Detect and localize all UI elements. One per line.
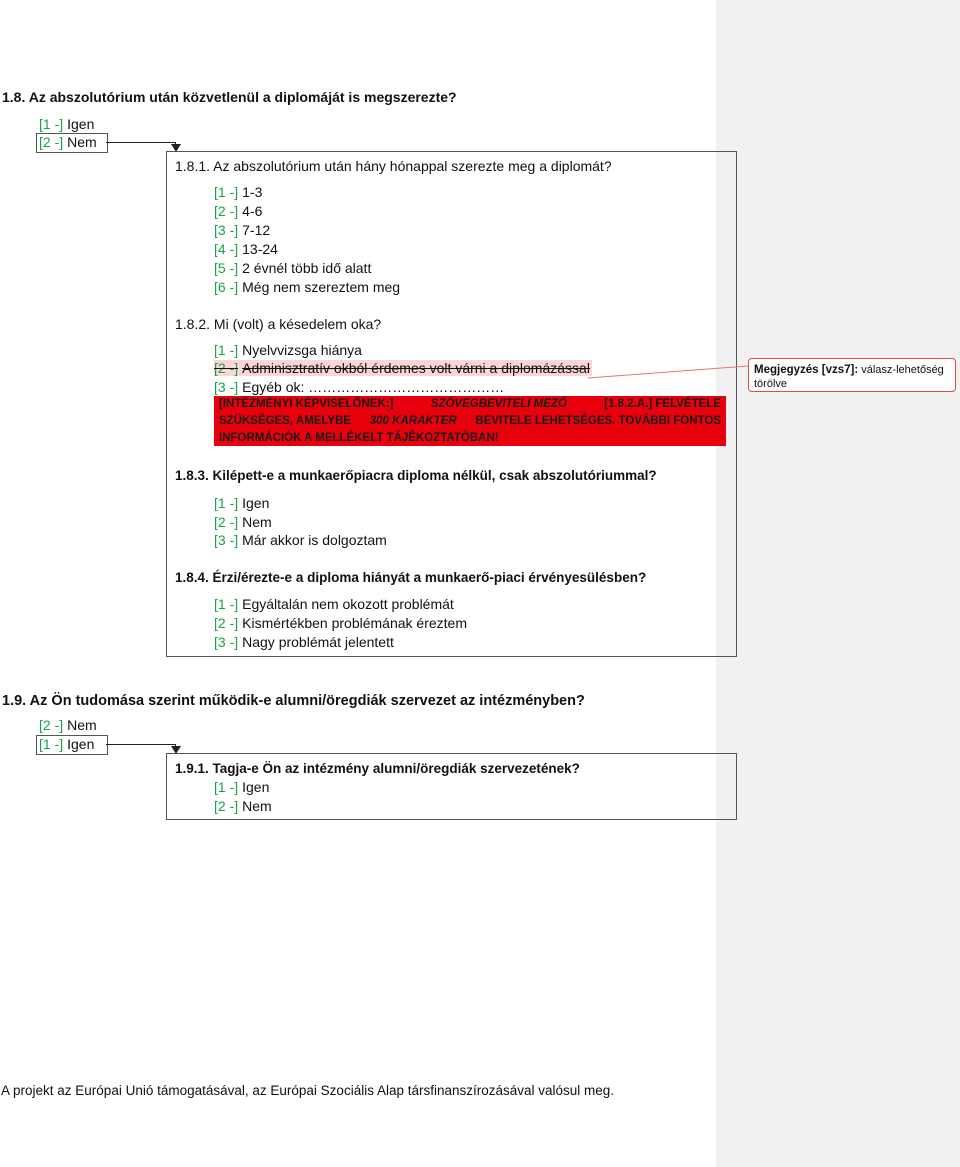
comment-connector (588, 364, 750, 380)
option-label: Kismértékben problémának éreztem (242, 615, 468, 631)
option-1-8-4-a[interactable] (214, 596, 454, 612)
option-code: [1 -] (214, 495, 239, 511)
note-text: [INTÉZMÉNYI KÉPVISELŐNEK:] (219, 398, 394, 410)
note-line-1 (219, 396, 721, 413)
note-text: BEVITELE LEHETSÉGES. TOVÁBBI FONTOS (475, 415, 721, 427)
option-code: [1 -] (39, 116, 64, 132)
comment-balloon[interactable] (748, 358, 956, 392)
option-1-8-igen[interactable] (39, 116, 94, 132)
option-label: Már akkor is dolgoztam (242, 532, 387, 548)
option-1-9-1-b[interactable] (214, 798, 272, 814)
option-1-8-1-f[interactable] (214, 279, 400, 295)
option-1-8-2-b-deleted[interactable] (214, 360, 592, 376)
option-label: Egyéb ok: …………………………………… (242, 379, 505, 395)
option-code: [1 -] (214, 342, 239, 358)
option-label: Nem (242, 798, 272, 814)
option-code: [2 -] (214, 203, 239, 219)
note-text: SZÜKSÉGES, AMELYBE (219, 415, 352, 427)
option-label: 1-3 (242, 184, 263, 200)
option-code: [2 -] (214, 798, 239, 814)
option-code: [1 -] (214, 596, 239, 612)
option-code: [3 -] (214, 222, 239, 238)
option-code: [3 -] (214, 634, 239, 650)
question-1-8-1-title: 1.8.1. Az abszolutórium után hány hónappal szerezte meg a diplomát? (175, 158, 612, 174)
option-label: 2 évnél több idő alatt (242, 260, 372, 276)
option-label: 7-12 (242, 222, 271, 238)
option-label: Igen (242, 495, 270, 511)
option-code: [3 -] (214, 379, 239, 395)
option-1-9-igen[interactable] (39, 736, 94, 752)
comment-text: törölve (754, 378, 788, 390)
branch-arrow-line (106, 744, 176, 745)
option-1-8-3-c[interactable] (214, 532, 387, 548)
question-1-8-4-title: 1.8.4. Érzi/érezte-e a diploma hiányát a munkaerő-piaci érvényesülésben? (175, 570, 647, 585)
option-1-9-nem[interactable] (39, 717, 97, 733)
option-label: Igen (67, 736, 95, 752)
institution-note (214, 396, 726, 446)
option-label: Nyelvvizsga hiánya (242, 342, 362, 358)
option-label: Egyáltalán nem okozott problémát (242, 596, 454, 612)
option-1-9-1-a[interactable] (214, 779, 269, 795)
option-code: [3 -] (214, 532, 239, 548)
option-label: Adminisztratív okból érdemes volt várni a diplomázással (242, 360, 590, 376)
comment-margin (716, 0, 960, 1167)
option-1-8-4-c[interactable] (214, 634, 394, 650)
question-1-8-3-title: 1.8.3. Kilépett-e a munkaerőpiacra diploma nélkül, csak abszolutóriummal? (175, 468, 657, 483)
option-code: [1 -] (214, 184, 239, 200)
option-1-8-1-e[interactable] (214, 260, 371, 276)
option-label: Még nem szereztem meg (242, 279, 401, 295)
option-code: [2 -] (39, 717, 64, 733)
option-code: [6 -] (214, 279, 239, 295)
question-1-8-2-title: 1.8.2. Mi (volt) a késedelem oka? (175, 316, 382, 332)
question-1-9-title: 1.9. Az Ön tudomása szerint működik-e alumni/öregdiák szervezet az intézményben? (2, 693, 585, 709)
option-label: 4-6 (242, 203, 263, 219)
option-label: Nem (67, 717, 97, 733)
comment-text: válasz-lehetőség (861, 364, 944, 376)
option-label: Igen (242, 779, 270, 795)
option-1-8-1-d[interactable] (214, 241, 278, 257)
branch-arrow-line (106, 142, 176, 143)
option-1-8-nem[interactable] (39, 134, 97, 150)
option-code: [2 -] (39, 134, 64, 150)
option-1-8-2-a[interactable] (214, 342, 362, 358)
option-code: [1 -] (39, 736, 64, 752)
option-code: [2 -] (214, 615, 239, 631)
question-1-8-title: 1.8. Az abszolutórium után közvetlenül a diplomáját is megszerezte? (2, 89, 457, 105)
option-1-8-3-a[interactable] (214, 495, 269, 511)
option-1-8-1-b[interactable] (214, 203, 262, 219)
option-label: Nem (242, 514, 272, 530)
option-code: [4 -] (214, 241, 239, 257)
note-line-2 (219, 413, 721, 430)
note-text: [1.8.2.A.] FELVÉTELE (604, 398, 721, 410)
question-1-9-1-title: 1.9.1. Tagja-e Ön az intézmény alumni/öregdiák szervezetének? (175, 761, 580, 776)
option-code: [5 -] (214, 260, 239, 276)
option-1-8-3-b[interactable] (214, 514, 272, 530)
comment-author: Megjegyzés [vzs7]: (754, 364, 859, 376)
note-text-italic: 300 KARAKTER (369, 415, 457, 427)
option-code: [2 -] (214, 514, 239, 530)
option-1-8-1-c[interactable] (214, 222, 270, 238)
note-text-italic: SZÖVEGBEVITELI MEZŐ (430, 398, 567, 410)
option-code: [2 -] (214, 360, 239, 376)
footer-funding-note: A projekt az Európai Unió támogatásával, az Európai Szociális Alap társfinanszírozásával valósul meg. (1, 1083, 615, 1098)
option-label: 13-24 (242, 241, 278, 257)
option-code: [1 -] (214, 779, 239, 795)
option-label: Nagy problémát jelentett (242, 634, 394, 650)
option-label: Nem (67, 134, 97, 150)
note-line-3: INFORMÁCIÓK A MELLÉKELT TÁJÉKOZTATÓBAN! (219, 432, 499, 444)
option-1-8-4-b[interactable] (214, 615, 467, 631)
option-label: Igen (67, 116, 95, 132)
option-1-8-2-c[interactable] (214, 379, 504, 395)
option-1-8-1-a[interactable] (214, 184, 262, 200)
